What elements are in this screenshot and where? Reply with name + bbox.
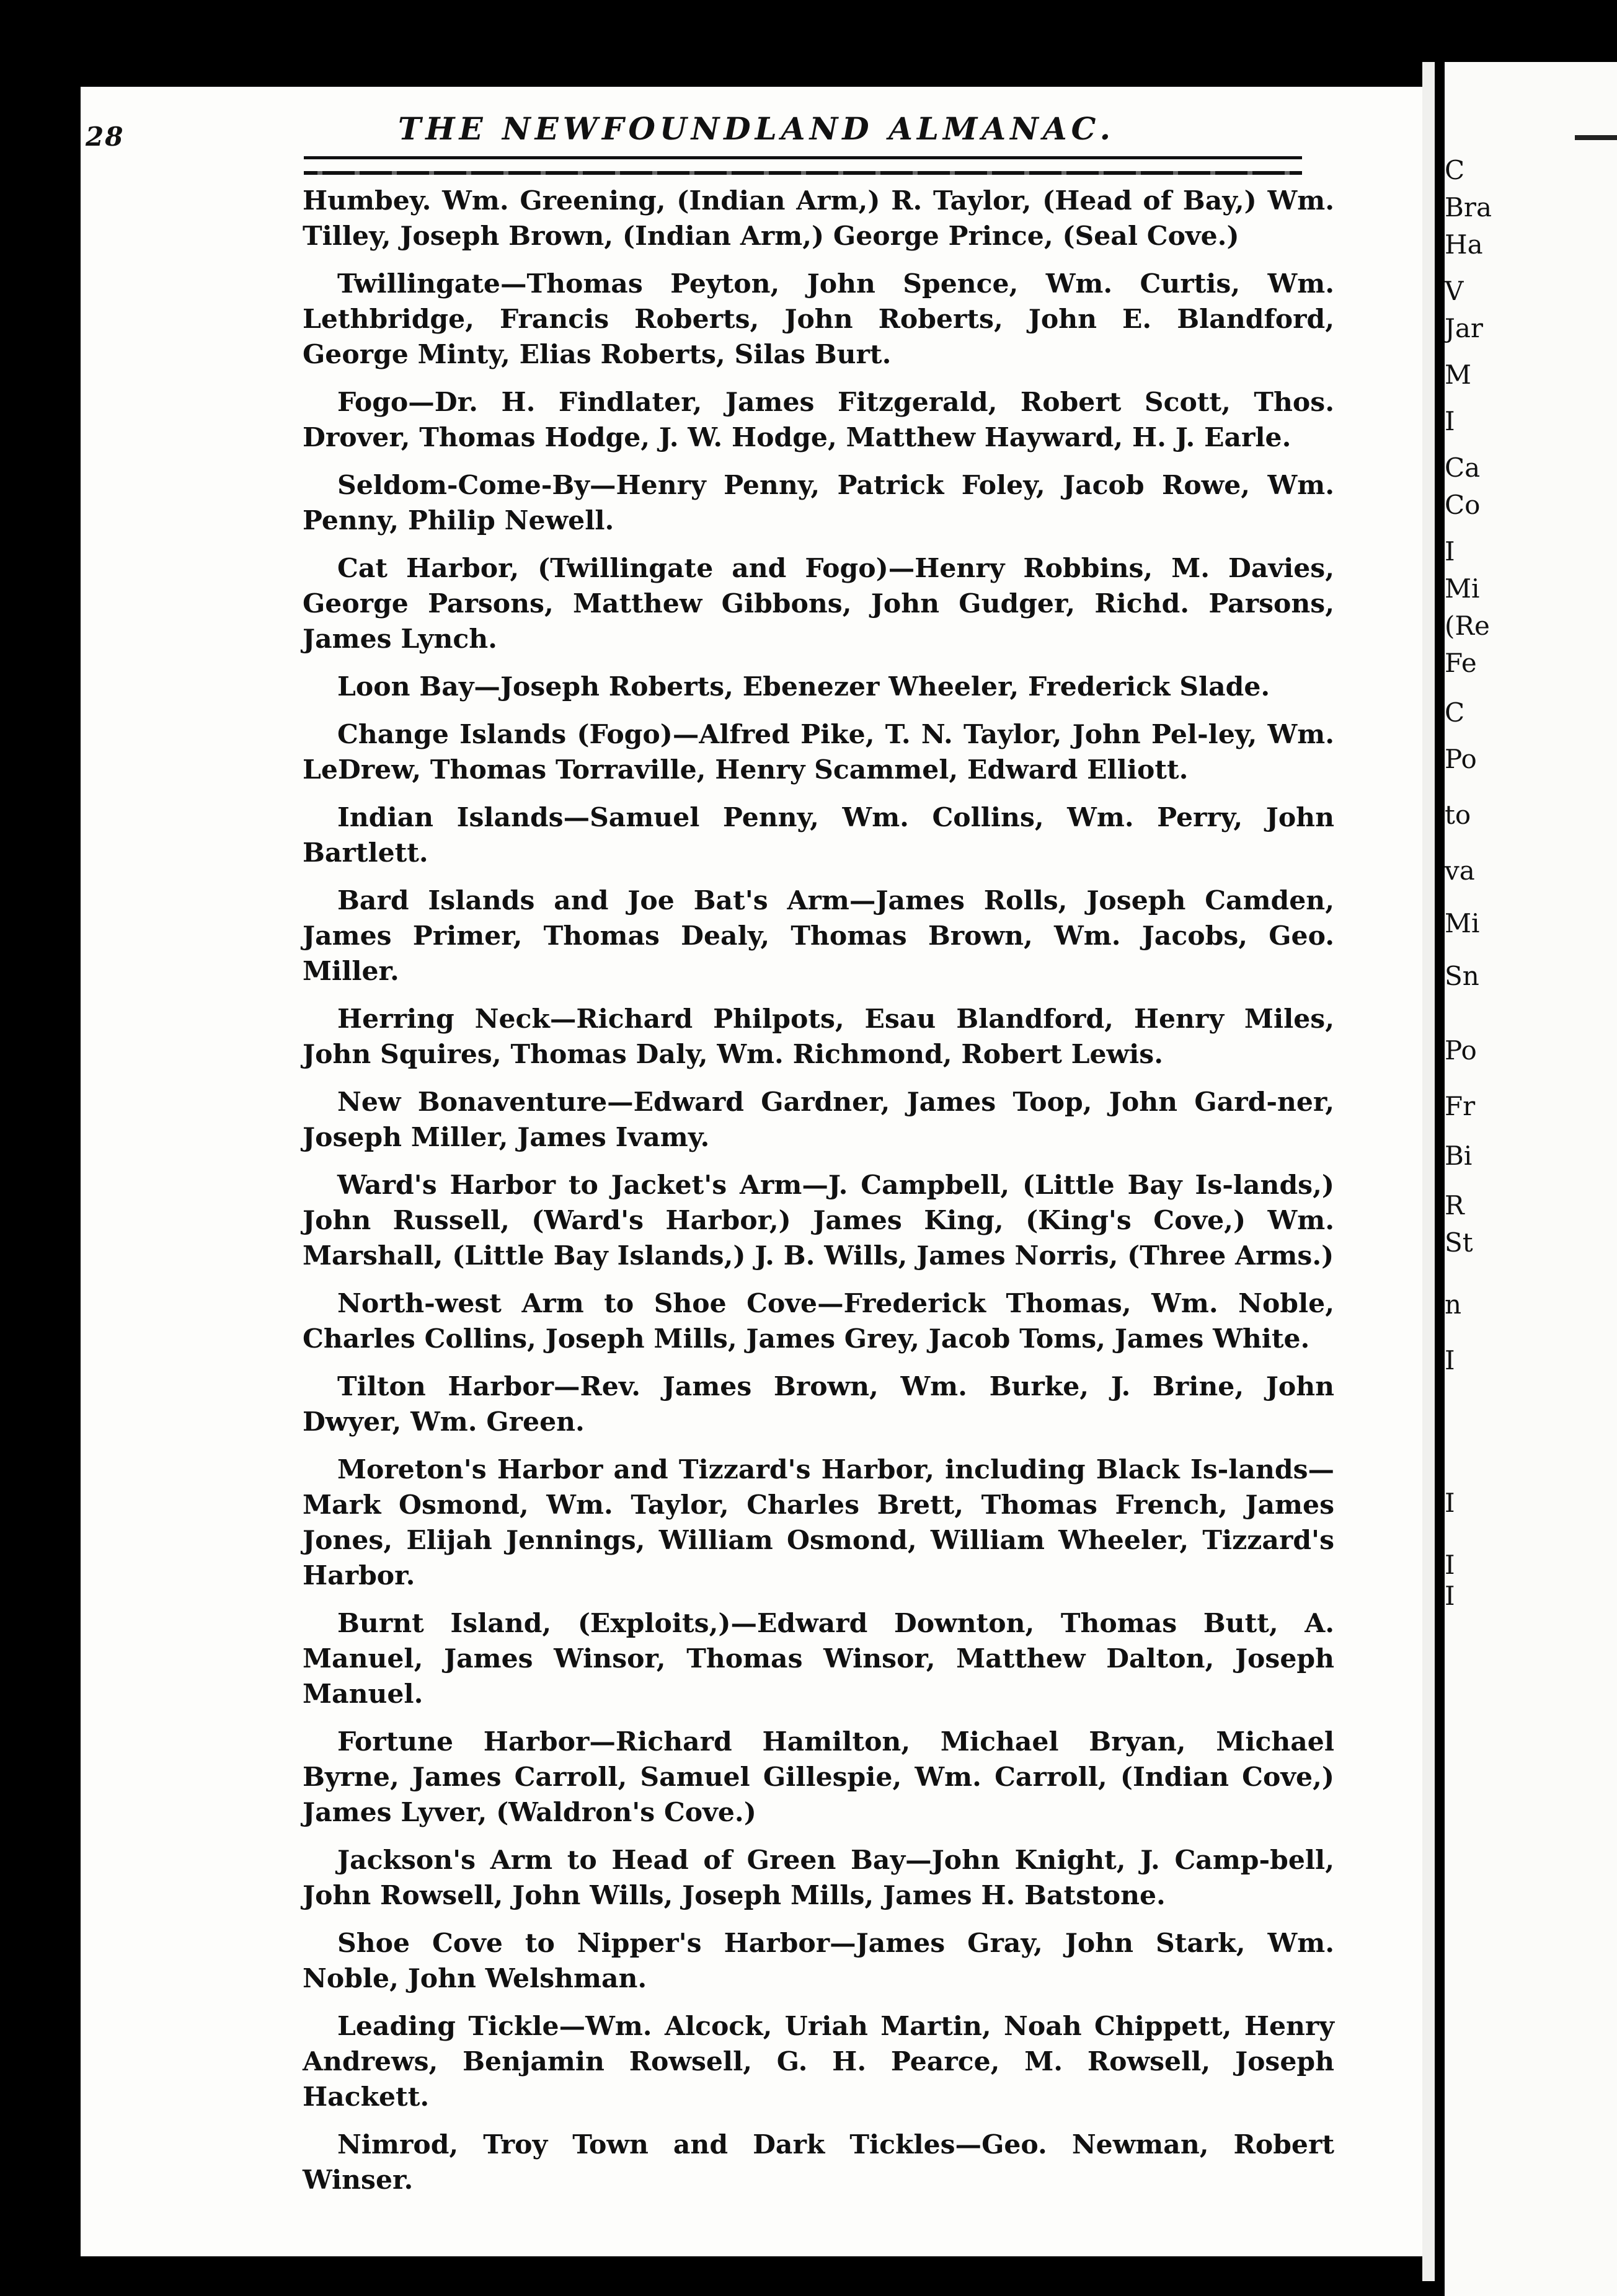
- directory-entry: [303, 1724, 1334, 1830]
- entry-names: Wm. Greening, (Indian Arm,) R. Taylor, (Head of Bay,) Wm. Tilley, Joseph Brown, (Indian Arm,) George Prince, (Seal Cove.): [303, 185, 1334, 252]
- directory-entry: [303, 2127, 1334, 2198]
- page-header: [211, 110, 1302, 160]
- entry-place: Cat Harbor, (Twillingate and Fogo)—: [337, 553, 915, 584]
- facing-page-text: Po: [1445, 1035, 1477, 1066]
- facing-page-text: M: [1445, 360, 1472, 390]
- facing-page-text: Ha: [1445, 229, 1483, 260]
- facing-page-text: Po: [1445, 744, 1477, 774]
- facing-page-text: I: [1445, 536, 1455, 567]
- facing-page-text: St: [1445, 1227, 1473, 1258]
- directory-entry: [303, 267, 1334, 373]
- entry-place: Nimrod, Troy Town and Dark Tickles—: [337, 2129, 982, 2160]
- facing-page-text: Jar: [1445, 313, 1483, 343]
- entry-place: Moreton's Harbor and Tizzard's Harbor, including Black Is-lands—: [337, 1454, 1334, 1485]
- directory-entry: [303, 1085, 1334, 1155]
- directory-entry: [303, 2009, 1334, 2115]
- entry-place: Seldom-Come-By—: [337, 470, 616, 501]
- facing-page-text: va: [1445, 855, 1475, 886]
- entry-names: John Knight, J. Camp-bell, John Rowsell, John Wills, Joseph Mills, James H. Batstone.: [303, 1845, 1335, 1911]
- directory-entry: [303, 883, 1334, 989]
- facing-page-text: C: [1445, 697, 1465, 728]
- entry-names: Samuel Penny, Wm. Collins, Wm. Perry, John Bartlett.: [303, 802, 1334, 868]
- facing-page-text: C: [1445, 155, 1465, 185]
- facing-page-text: Ca: [1445, 453, 1481, 483]
- entry-place: Fortune Harbor—: [337, 1726, 616, 1757]
- entry-names: Alfred Pike, T. N. Taylor, John Pel-ley, Wm. LeDrew, Thomas Torraville, Henry Scammel, Edward Elliott.: [303, 719, 1334, 785]
- facing-page-text: V: [1445, 276, 1464, 306]
- directory-entry: [303, 717, 1334, 788]
- facing-page-text: Fe: [1445, 648, 1477, 678]
- directory-entry: [303, 1843, 1334, 1914]
- entry-place: Change Islands (Fogo)—: [337, 719, 699, 750]
- entry-place: Fogo—: [337, 387, 435, 418]
- facing-page-text: n: [1445, 1289, 1462, 1320]
- entry-place: North-west Arm to Shoe Cove—: [337, 1288, 844, 1319]
- entry-names: Thomas Peyton, John Spence, Wm. Curtis, Wm. Lethbridge, Francis Roberts, John Roberts, John E. Blandford, George Minty, Elias Roberts, Silas Burt.: [303, 268, 1334, 370]
- entry-names: Richard Hamilton, Michael Bryan, Michael Byrne, James Carroll, Samuel Gillespie, Wm. Carroll, (Indian Cove,) James Lyver, (Waldron's Cove.): [303, 1726, 1334, 1828]
- directory-entry: [303, 1926, 1334, 1997]
- entry-names: Mark Osmond, Wm. Taylor, Charles Brett, Thomas French, James Jones, Elijah Jennings, William Osmond, William Wheeler, Tizzard's Harbor.: [303, 1490, 1334, 1591]
- directory-entry: [303, 1369, 1334, 1440]
- facing-page-text: Co: [1445, 490, 1481, 520]
- directory-entry: [303, 1002, 1334, 1072]
- facing-page-text: I: [1445, 406, 1455, 436]
- entry-names: James Rolls, Joseph Camden, James Primer, Thomas Dealy, Thomas Brown, Wm. Jacobs, Geo. Miller.: [303, 885, 1334, 987]
- entry-names: Frederick Thomas, Wm. Noble, Charles Collins, Joseph Mills, James Grey, Jacob Toms, James White.: [303, 1288, 1334, 1354]
- entry-place: Bard Islands and Joe Bat's Arm—: [337, 885, 876, 916]
- facing-page-text: Mi: [1445, 573, 1480, 604]
- entry-names: Richard Philpots, Esau Blandford, Henry Miles, John Squires, Thomas Daly, Wm. Richmond, Robert Lewis.: [303, 1004, 1334, 1070]
- directory-entry: [303, 385, 1334, 456]
- entry-place: Leading Tickle—: [337, 2011, 586, 2042]
- facing-page-text: Mi: [1445, 908, 1480, 938]
- directory-entry: [303, 669, 1334, 705]
- directory-entry: [303, 183, 1334, 254]
- directory-entry: [303, 1606, 1334, 1712]
- entry-names: Wm. Alcock, Uriah Martin, Noah Chippett, Henry Andrews, Benjamin Rowsell, G. H. Pearce, M. Rowsell, Joseph Hackett.: [303, 2011, 1334, 2113]
- entry-names: Edward Gardner, James Toop, John Gard-ner, Joseph Miller, James Ivamy.: [303, 1087, 1334, 1153]
- entry-place: Shoe Cove to Nipper's Harbor—: [337, 1928, 856, 1959]
- facing-page-text: Fr: [1445, 1091, 1476, 1121]
- facing-page-text: Sn: [1445, 961, 1479, 991]
- directory-listing: [303, 183, 1334, 2210]
- directory-entry: [303, 468, 1334, 539]
- directory-entry: [303, 1168, 1334, 1274]
- entry-place: Humbey.: [303, 185, 432, 216]
- entry-names: Geo. Newman, Robert Winser.: [303, 2129, 1334, 2196]
- facing-page-rule: [1575, 135, 1617, 140]
- page-gutter: [1422, 62, 1435, 2281]
- entry-place: Loon Bay—: [337, 671, 500, 702]
- entry-names: Dr. H. Findlater, James Fitzgerald, Robert Scott, Thos. Drover, Thomas Hodge, J. W. Hodge, Matthew Hayward, H. J. Earle.: [303, 387, 1334, 453]
- entry-place: Burnt Island, (Exploits,)—: [337, 1608, 757, 1639]
- entry-place: Indian Islands—: [337, 802, 590, 833]
- page-number: 28: [86, 121, 125, 152]
- entry-names: Rev. James Brown, Wm. Burke, J. Brine, John Dwyer, Wm. Green.: [303, 1371, 1334, 1437]
- entry-names: J. Campbell, (Little Bay Is-lands,) John Russell, (Ward's Harbor,) James King, (King's Cove,) Wm. Marshall, (Little Bay Islands,) J. B. Wills, James Norris, (Three Arms.): [303, 1170, 1334, 1271]
- entry-place: Herring Neck—: [337, 1004, 577, 1035]
- entry-names: Edward Downton, Thomas Butt, A. Manuel, James Winsor, Thomas Winsor, Matthew Dalton, Joseph Manuel.: [303, 1608, 1334, 1710]
- header-rule: [304, 156, 1302, 159]
- entry-place: Ward's Harbor to Jacket's Arm—: [337, 1170, 828, 1201]
- facing-page-text: I: [1445, 1345, 1455, 1375]
- facing-page-text: R: [1445, 1190, 1464, 1221]
- header-ornamental-rule: [304, 171, 1302, 175]
- directory-entry: [303, 551, 1334, 657]
- entry-names: Henry Robbins, M. Davies, George Parsons, Matthew Gibbons, John Gudger, Richd. Parsons, James Lynch.: [303, 553, 1334, 655]
- entry-names: Joseph Roberts, Ebenezer Wheeler, Frederick Slade.: [500, 671, 1270, 702]
- entry-names: James Gray, John Stark, Wm. Noble, John Welshman.: [303, 1928, 1334, 1994]
- facing-page-text: (Re: [1445, 611, 1490, 641]
- directory-entry: [303, 800, 1334, 871]
- facing-page-fragment: [1445, 62, 1617, 2296]
- directory-entry: [303, 1452, 1334, 1594]
- facing-page-text: I: [1445, 1488, 1455, 1518]
- facing-page-text: to: [1445, 800, 1471, 830]
- facing-page-text: I: [1445, 1550, 1455, 1580]
- entry-place: Twillingate—: [337, 268, 527, 299]
- entry-place: Tilton Harbor—: [337, 1371, 580, 1402]
- entry-names: Henry Penny, Patrick Foley, Jacob Rowe, Wm. Penny, Philip Newell.: [303, 470, 1334, 536]
- facing-page-text: Bi: [1445, 1141, 1473, 1171]
- entry-place: Jackson's Arm to Head of Green Bay—: [337, 1845, 932, 1876]
- entry-place: New Bonaventure—: [337, 1087, 634, 1118]
- facing-page-text: Bra: [1445, 192, 1492, 223]
- facing-page-text: I: [1445, 1581, 1455, 1611]
- running-title: THE NEWFOUNDLAND ALMANAC.: [398, 110, 1115, 147]
- directory-entry: [303, 1286, 1334, 1357]
